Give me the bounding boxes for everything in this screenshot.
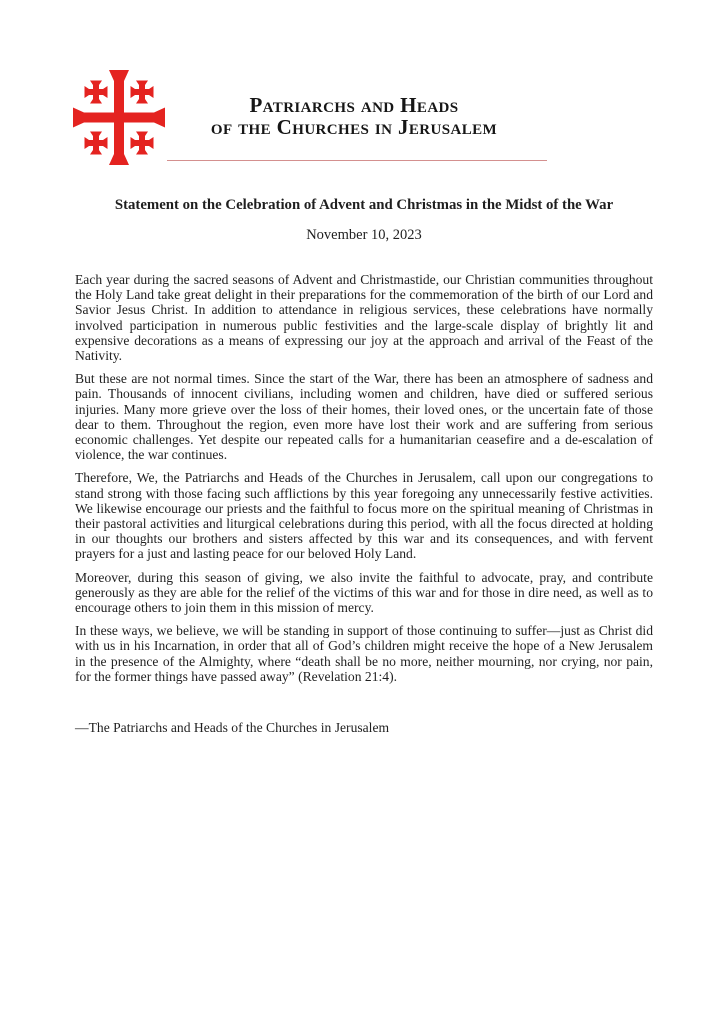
statement-title: Statement on the Celebration of Advent and Christmas in the Midst of the War — [114, 197, 614, 213]
statement-paragraph-1: Each year during the sacred seasons of Advent and Christmastide, our Christian communities throughout the Holy Land take great delight in their preparations for the commemoration of the birth of our Lord and Savior Jesus Christ. In addition to attendance in religious services, these celebrations have normally involved participation in numerous public festivities and the large-scale display of brightly lit and expensive decorations as a means of expressing our joy at the approach and arrival of the Feast of the Nativity. — [75, 272, 653, 364]
statement-paragraph-4: Moreover, during this season of giving, we also invite the faithful to advocate, pray, and contribute generously as they are able for the relief of the victims of this war and for those in dire need, as well as to encourage others to join them in this mission of mercy. — [75, 569, 653, 616]
statement-date: November 10, 2023 — [306, 227, 422, 243]
organization-name-line2: of the Churches in Jerusalem — [210, 115, 498, 139]
statement-paragraph-5: In these ways, we believe, we will be standing in support of those continuing to suffer—just as Christ did with us in his Incarnation, in order that all of God’s children might receive the hope of a New Jerusalem in the presence of the Almighty, where “death shall be no more, neither mourning, nor crying, nor pain, for the former things have passed away” (Revelation 21:4). — [75, 623, 653, 684]
organization-name-line1: Patriarchs and Heads — [249, 93, 459, 117]
statement-signature: —The Patriarchs and Heads of the Churches in Jerusalem — [75, 720, 390, 736]
statement-paragraph-2: But these are not normal times. Since the start of the War, there has been an atmosphere of sadness and pain. Thousands of innocent civilians, including women and children, have died or suffered serious injuries. Many more grieve over the loss of their homes, their loved ones, or the uncertain fate of those dear to them. Throughout the region, even more have lost their work and are suffering from serious economic challenges. Yet despite our repeated calls for a humanitarian ceasefire and a de-escalation of violence, the war continues. — [75, 371, 653, 463]
statement-content — [75, 196, 653, 735]
statement-body — [75, 272, 653, 684]
header-divider-rule — [167, 160, 547, 161]
organization-name — [144, 94, 564, 138]
statement-paragraph-3: Therefore, We, the Patriarchs and Heads of the Churches in Jerusalem, call upon our congregations to stand strong with those facing such afflictions by this year foregoing any unnecessarily festive activities. We likewise encourage our priests and the faithful to focus more on the spiritual meaning of Christmas in their pastoral activities and liturgical celebrations during this period, with all the focus directed at holding in our thoughts our brothers and sisters affected by this war and its consequences, and with fervent prayers for a just and lasting peace for our beloved Holy Land. — [75, 470, 653, 562]
